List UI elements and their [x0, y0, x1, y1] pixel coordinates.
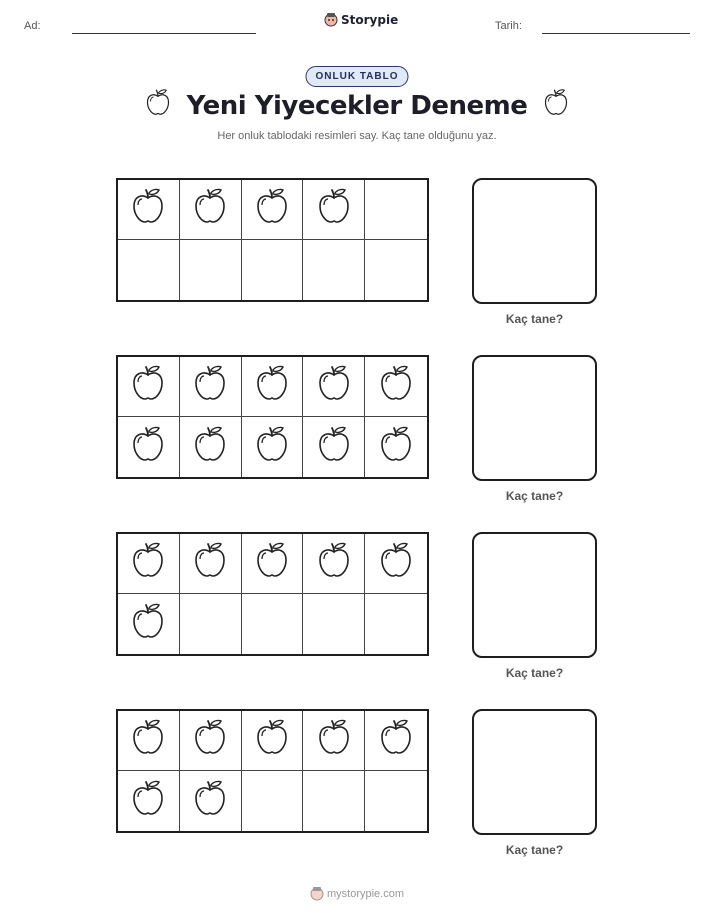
frame-cell [118, 357, 180, 417]
answer-prompt: Kaç tane? [505, 666, 564, 680]
answer-prompt: Kaç tane? [505, 843, 564, 857]
apple-icon [252, 187, 292, 232]
apple-icon [314, 187, 354, 232]
apple-icon [190, 364, 230, 409]
topic-badge: ONLUK TABLO [305, 66, 408, 87]
frame-cell [180, 771, 242, 831]
apple-icon [376, 425, 416, 470]
ten-frame [116, 532, 429, 656]
apple-icon [190, 425, 230, 470]
frame-cell [180, 534, 242, 594]
frame-cell [180, 357, 242, 417]
frame-cell [118, 711, 180, 771]
apple-icon [252, 718, 292, 763]
apple-icon [252, 425, 292, 470]
frame-cell [242, 417, 304, 477]
brand-logo [324, 12, 398, 28]
frame-cell [242, 357, 304, 417]
frame-cell [365, 771, 427, 831]
apple-icon [128, 364, 168, 409]
frame-cell [303, 180, 365, 240]
ten-frame [116, 355, 429, 479]
ten-frame [116, 709, 429, 833]
frame-cell [242, 711, 304, 771]
frame-cell [242, 180, 304, 240]
frame-cell [242, 534, 304, 594]
frame-cell [365, 594, 427, 654]
answer-box[interactable] [472, 709, 597, 835]
frame-cell [303, 711, 365, 771]
frame-cell [180, 711, 242, 771]
frame-cell [118, 417, 180, 477]
apple-icon [128, 541, 168, 586]
apple-icon [376, 718, 416, 763]
answer-prompt: Kaç tane? [505, 489, 564, 503]
apple-icon [128, 779, 168, 824]
apple-icon [190, 779, 230, 824]
apple-icon [252, 541, 292, 586]
frame-cell [303, 417, 365, 477]
apple-icon [190, 718, 230, 763]
apple-icon [252, 364, 292, 409]
brand-name: Storypie [341, 13, 399, 27]
apple-icon [128, 718, 168, 763]
frame-cell [118, 594, 180, 654]
apple-icon [128, 425, 168, 470]
frame-cell [180, 180, 242, 240]
answer-box[interactable] [472, 178, 597, 304]
frame-cell [118, 180, 180, 240]
storypie-logo-icon [324, 12, 338, 28]
answer-box[interactable] [472, 532, 597, 658]
name-line[interactable] [72, 33, 256, 34]
frame-cell [118, 534, 180, 594]
name-label: Ad: [24, 20, 41, 32]
frame-cell [242, 240, 304, 300]
apple-icon [314, 425, 354, 470]
date-label: Tarih: [495, 20, 522, 32]
apple-icon [143, 88, 173, 123]
footer [0, 886, 714, 902]
frame-cell [303, 771, 365, 831]
title-row [0, 88, 714, 123]
apple-icon [190, 187, 230, 232]
frame-cell [303, 534, 365, 594]
frame-cell [365, 357, 427, 417]
frame-cell [365, 417, 427, 477]
apple-icon [128, 602, 168, 647]
frame-cell [303, 594, 365, 654]
date-line[interactable] [542, 33, 690, 34]
frame-cell [303, 240, 365, 300]
frame-cell [118, 240, 180, 300]
footer-site[interactable]: mystorypie.com [326, 888, 405, 900]
apple-icon [376, 541, 416, 586]
frame-cell [118, 771, 180, 831]
apple-icon [376, 364, 416, 409]
answer-box[interactable] [472, 355, 597, 481]
frame-cell [365, 534, 427, 594]
frame-cell [303, 357, 365, 417]
apple-icon [314, 541, 354, 586]
apple-icon [541, 88, 571, 123]
page-title: Yeni Yiyecekler Deneme [186, 90, 528, 121]
apple-icon [190, 541, 230, 586]
answer-prompt: Kaç tane? [505, 312, 564, 326]
instructions: Her onluk tablodaki resimleri say. Kaç tane olduğunu yaz. [217, 130, 497, 142]
frame-cell [180, 417, 242, 477]
frame-cell [180, 594, 242, 654]
ten-frame [116, 178, 429, 302]
apple-icon [314, 364, 354, 409]
frame-cell [242, 594, 304, 654]
apple-icon [128, 187, 168, 232]
frame-cell [365, 711, 427, 771]
frame-cell [242, 771, 304, 831]
frame-cell [180, 240, 242, 300]
storypie-logo-icon [310, 886, 324, 902]
frame-cell [365, 240, 427, 300]
apple-icon [314, 718, 354, 763]
frame-cell [365, 180, 427, 240]
